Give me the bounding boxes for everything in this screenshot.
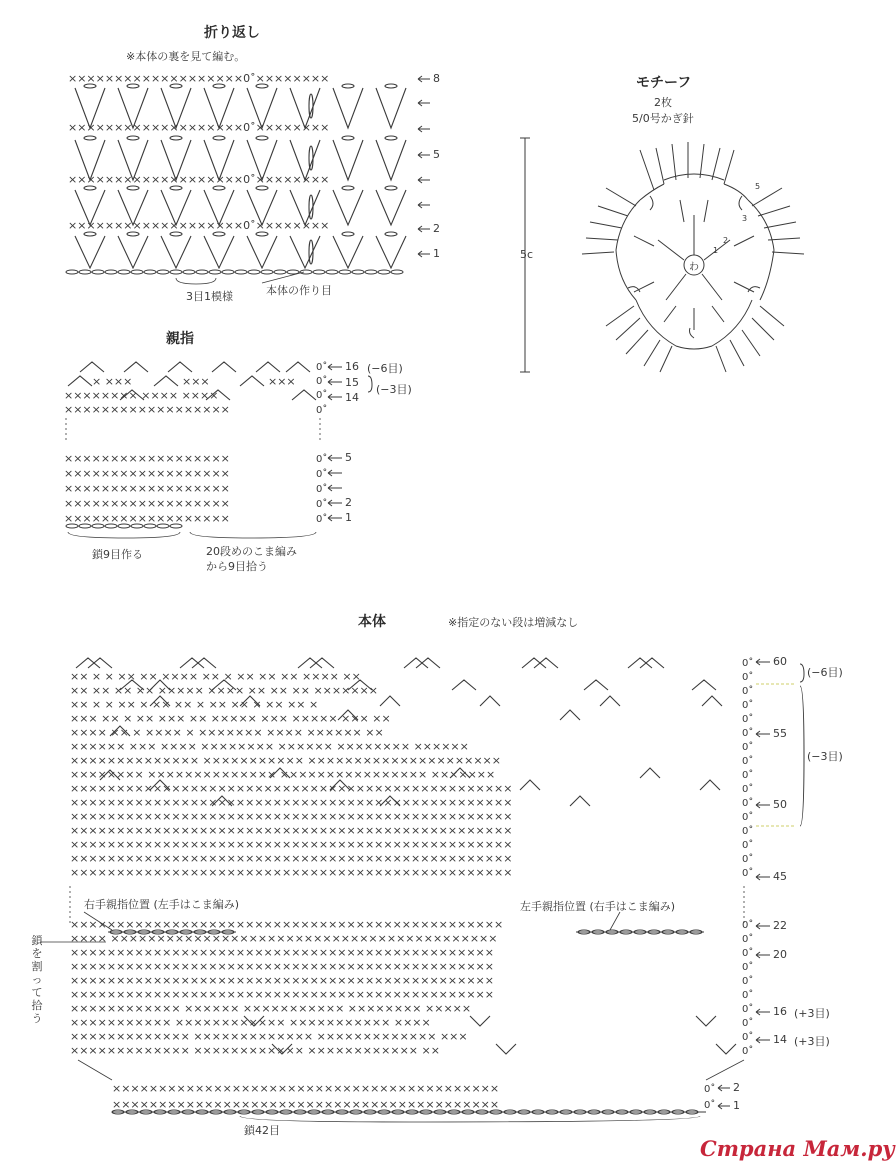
svg-text:×××××× ××× ×××× ×××××××× ×××××: ×××××× ××× ×××× ×××××××× ×××××× ×××××××× ××××××	[70, 740, 469, 753]
folding-base-label: 本体の作り目	[266, 284, 332, 297]
svg-text:0˚: 0˚	[742, 920, 754, 931]
svg-text:××××××××××××××××××××××××××××××: ××××××××××××××××××××××××××××××××××××××××××××××	[70, 974, 494, 987]
svg-text:×××××××××××××××××××0˚××××××××: ×××××××××××××××××××0˚××××××××	[68, 219, 330, 232]
thumb-row-label-1: 1	[345, 511, 352, 524]
body-row-label-50: 50	[773, 798, 787, 811]
thumb-chart	[64, 361, 372, 538]
folding-chart	[66, 72, 430, 284]
svg-text:0˚: 0˚	[742, 826, 754, 837]
thumb-turning-chains	[316, 361, 327, 525]
motif-round-3: 3	[742, 214, 748, 223]
body-chart	[40, 657, 804, 1122]
svg-text:××××××××××××××××××: ××××××××××××××××××	[64, 512, 230, 525]
svg-text:××××××××××××××××××××××××××××××: ××××××××××××××××××××××××××××××××××××××××××××××××	[70, 810, 513, 823]
motif-title: モチーフ	[636, 75, 692, 91]
body-note: ※指定のない段は増減なし	[448, 616, 579, 629]
body-row-label-1: 1	[733, 1099, 740, 1112]
svg-text:××××××××××××××××××××××××××××××: ××××××××××××××××××××××××××××××××××××××××××××××××	[70, 852, 513, 865]
svg-text:0˚: 0˚	[316, 376, 328, 387]
svg-text:0˚: 0˚	[742, 1018, 754, 1029]
thumb-row-label-5: 5	[345, 451, 352, 464]
body-title: 本体	[358, 614, 386, 630]
svg-text:0˚: 0˚	[742, 770, 754, 781]
svg-text:×××××××××××××××××××0˚××××××××: ×××××××××××××××××××0˚××××××××	[68, 72, 330, 85]
svg-text:××××××××××× ×××××××××××× ×××: ××××××××××× ×××××××××××× ××××××××××× ××××	[70, 1016, 431, 1029]
svg-text:××××××××××××××××××××××××××××××: ××××××××××××××××××××××××××××××××××××××××××××××××	[70, 838, 513, 851]
thumb-row-label-2: 2	[345, 496, 352, 509]
svg-text:0˚: 0˚	[704, 1084, 716, 1095]
body-row-label-55: 55	[773, 727, 787, 740]
motif-size: 5c	[520, 248, 534, 261]
folding-repeat-brace	[176, 278, 216, 284]
body-row-label-14: 14	[773, 1033, 787, 1046]
folding-note: ※本体の裏を見て編む。	[126, 50, 246, 63]
svg-text:0˚: 0˚	[316, 484, 328, 495]
body-row-arrows	[718, 659, 804, 1109]
thumb-dec-mid: (−3目)	[376, 383, 412, 396]
svg-text:×××: ×××	[268, 375, 296, 388]
body-chain-label: 鎖42目	[244, 1124, 280, 1137]
thumb-pickup-label: 20段めのこま編み から9目拾う	[206, 545, 297, 573]
svg-text:0˚: 0˚	[742, 784, 754, 795]
svg-text:0˚: 0˚	[742, 1032, 754, 1043]
body-dec-top: (−6目)	[807, 666, 843, 679]
thumb-skip-lines	[66, 418, 320, 440]
svg-text:×××××××× ×××× ××××: ×××××××× ×××× ××××	[64, 389, 219, 402]
svg-text:×××: ×××	[182, 375, 210, 388]
motif-round-5: 5	[755, 182, 761, 191]
svg-text:××××××××××××××××××××××××××××××: ××××××××××××××××××××××××××××××××××××××××××××××	[70, 960, 494, 973]
svg-text:××××××××××××××××××: ××××××××××××××××××	[64, 467, 230, 480]
svg-text:××××××××××××××××××: ××××××××××××××××××	[64, 482, 230, 495]
folding-row-label-2: 2	[433, 222, 440, 235]
motif-round-1: 1	[713, 246, 719, 255]
svg-text:0˚: 0˚	[742, 756, 754, 767]
thumb-title: 親指	[166, 331, 194, 347]
svg-text:0˚: 0˚	[742, 742, 754, 753]
body-split-chain-label: 鎖を割って拾う	[31, 934, 43, 1025]
svg-text:0˚: 0˚	[742, 700, 754, 711]
body-chain-brace	[240, 1116, 700, 1122]
svg-text:×××××××××××××××××××0˚××××××××: ×××××××××××××××××××0˚××××××××	[68, 121, 330, 134]
folding-row-label-8: 8	[433, 72, 440, 85]
svg-text:××××××××××××××××××××××××××××××: ××××××××××××××××××××××××××××××××××××××××××	[112, 1098, 500, 1111]
thumb-row-label-15: 15	[345, 376, 359, 389]
svg-text:0˚: 0˚	[742, 798, 754, 809]
folding-row-arrows	[418, 76, 430, 257]
motif-center-label: わ	[689, 262, 699, 273]
svg-text:0˚: 0˚	[316, 454, 328, 465]
svg-text:0˚: 0˚	[742, 934, 754, 945]
svg-text:0˚: 0˚	[742, 812, 754, 823]
motif-chart	[520, 138, 804, 372]
svg-text:×××××××××××××××××××0˚××××××××: ×××××××××××××××××××0˚××××××××	[68, 173, 330, 186]
svg-text:0˚: 0˚	[742, 948, 754, 959]
body-row-label-22: 22	[773, 919, 787, 932]
svg-text:××××××××××××××××××××××××××××××: ××××××××××××××××××××××××××××××××××××××××××××××××	[70, 824, 513, 837]
svg-text:××× ×× × ×× ××× ×× ××××× ×: ××× ×× × ×× ××× ×× ××××× ××× ××××× ××× ××	[70, 712, 391, 725]
thumb-dec-top: (−6目)	[367, 362, 403, 375]
svg-text:× ×××: × ×××	[92, 375, 133, 388]
svg-text:0˚: 0˚	[742, 854, 754, 865]
svg-text:××××××××××××× ××××××××××××× ××: ××××××××××××× ××××××××××××× ××××××××××××× ×××	[70, 1030, 468, 1043]
thumb-row-label-14: 14	[345, 391, 359, 404]
svg-text:×××× ×××××××××××××××××××××××××: ×××× ××××××××××××××××××××××××××××××××××××××××××	[70, 932, 498, 945]
motif-hook: 5/0号かぎ針	[632, 112, 694, 125]
svg-text:×××× ×× × ×××× × ×××××××: ×××× ×× × ×××× × ××××××× ×××× ×××××× ××	[70, 726, 384, 739]
svg-text:××××××××××××××××××××××××××××××: ××××××××××××××××××××××××××××××××××××××××××××××	[70, 946, 494, 959]
svg-text:×××××××××××××× ××××××××××× ×××: ×××××××××××××× ××××××××××× ×××××××××××××××××××××	[70, 754, 501, 767]
svg-text:0˚: 0˚	[742, 728, 754, 739]
motif-round-2: 2	[723, 236, 729, 245]
thumb-chain-label: 鎖9目作る	[92, 548, 143, 561]
svg-text:××××××××××××× ×××××××××××× ×: ××××××××××××× ×××××××××××× ×××××××××××× ××	[70, 1044, 440, 1057]
body-dec-mid: (−3目)	[807, 750, 843, 763]
svg-text:0˚: 0˚	[316, 469, 328, 480]
svg-text:0˚: 0˚	[742, 672, 754, 683]
svg-text:0˚: 0˚	[316, 499, 328, 510]
svg-text:0˚: 0˚	[316, 362, 328, 373]
body-row-label-2: 2	[733, 1081, 740, 1094]
thumb-pickup-brace	[190, 532, 316, 538]
thumb-row-label-16: 16	[345, 360, 359, 373]
svg-text:×× × × ×× × ×× ×× × ××: ×× × × ×× × ×× ×× × ×× ×× × ×× ×× ×	[70, 698, 319, 711]
svg-text:×× ×× ×× ×× ××××× ×××× ××: ×× ×× ×× ×× ××××× ×××× ×× ×× ×× ×××××××	[70, 684, 378, 697]
body-taper-lines	[78, 1060, 744, 1080]
svg-text:××××××××××××××××××××××××××××××: ××××××××××××××××××××××××××××××××××××××××××××××	[70, 988, 494, 1001]
svg-text:××××××××××××××××××: ××××××××××××××××××	[64, 403, 230, 416]
folding-dc-block-4	[75, 232, 406, 268]
body-row-label-20: 20	[773, 948, 787, 961]
svg-text:××××××××××××××××××: ××××××××××××××××××	[64, 452, 230, 465]
body-inc-16: (+3目)	[794, 1007, 830, 1020]
folding-row-label-5: 5	[433, 148, 440, 161]
thumb-chain-brace	[68, 532, 180, 538]
svg-text:××××××××××××××××××××××××××××××: ××××××××××××××××××××××××××××××××××××××××××	[112, 1082, 500, 1095]
svg-text:0˚: 0˚	[704, 1100, 716, 1111]
motif-count: 2枚	[654, 96, 672, 109]
folding-row-8-stitches	[68, 72, 329, 85]
svg-text:0˚: 0˚	[742, 976, 754, 987]
folding-row-label-1: 1	[433, 247, 440, 260]
svg-text:×××××××××××× ×××××× ××××××××××: ×××××××××××× ×××××× ××××××××××× ×××××××× ×××××	[70, 1002, 472, 1015]
body-left-thumb-label: 左手親指位置 (右手はこま編み)	[520, 900, 676, 913]
svg-text:×× × × ×× ×× ×××× ×× × ××: ×× × × ×× ×× ×××× ×× × ×× ×× ×× ×××× ××	[70, 670, 361, 683]
watermark-logo: Страна Мам.ру	[700, 1136, 895, 1161]
svg-text:××××××××××××××××××××××××××××××: ××××××××××××××××××××××××××××××××××××××××××××××××	[70, 866, 513, 879]
folding-pattern-label: 3目1模様	[186, 290, 233, 303]
body-row-label-60: 60	[773, 655, 787, 668]
svg-text:××××××××××××××××××××××××××××××: ××××××××××××××××××××××××××××××××××××××××××××××××	[70, 782, 513, 795]
body-row-label-16: 16	[773, 1005, 787, 1018]
svg-text:0˚: 0˚	[316, 514, 328, 525]
body-turning-chains	[704, 657, 753, 1111]
svg-text:××××××××××××××××××: ××××××××××××××××××	[64, 497, 230, 510]
svg-text:0˚: 0˚	[316, 405, 328, 416]
svg-text:0˚: 0˚	[742, 868, 754, 879]
svg-text:××××××××××××××××××××××××××××××: ×××××××××××××××××××××××××××××××××××××××××××××××	[70, 918, 504, 931]
svg-text:0˚: 0˚	[742, 1046, 754, 1057]
svg-text:0˚: 0˚	[742, 962, 754, 973]
svg-text:×××××××× ×××××××××××××× ××××××: ×××××××× ×××××××××××××× ×××××××××××××××× ×××××××	[70, 768, 496, 781]
svg-text:××××××××××××××××××××××××××××××: ××××××××××××××××××××××××××××××××××××××××××××××××	[70, 796, 513, 809]
svg-text:0˚: 0˚	[316, 390, 328, 401]
body-row-label-45: 45	[773, 870, 787, 883]
svg-text:0˚: 0˚	[742, 840, 754, 851]
svg-text:0˚: 0˚	[742, 1004, 754, 1015]
body-inc-14: (+3目)	[794, 1035, 830, 1048]
body-decrease-row-60	[76, 658, 664, 668]
folding-foundation-chain	[66, 270, 403, 274]
body-right-thumb-label: 右手親指位置 (左手はこま編み)	[84, 898, 240, 911]
folding-title: 折り返し	[204, 25, 260, 41]
svg-text:0˚: 0˚	[742, 990, 754, 1001]
svg-text:0˚: 0˚	[742, 686, 754, 697]
svg-text:0˚: 0˚	[742, 714, 754, 725]
svg-text:0˚: 0˚	[742, 658, 754, 669]
